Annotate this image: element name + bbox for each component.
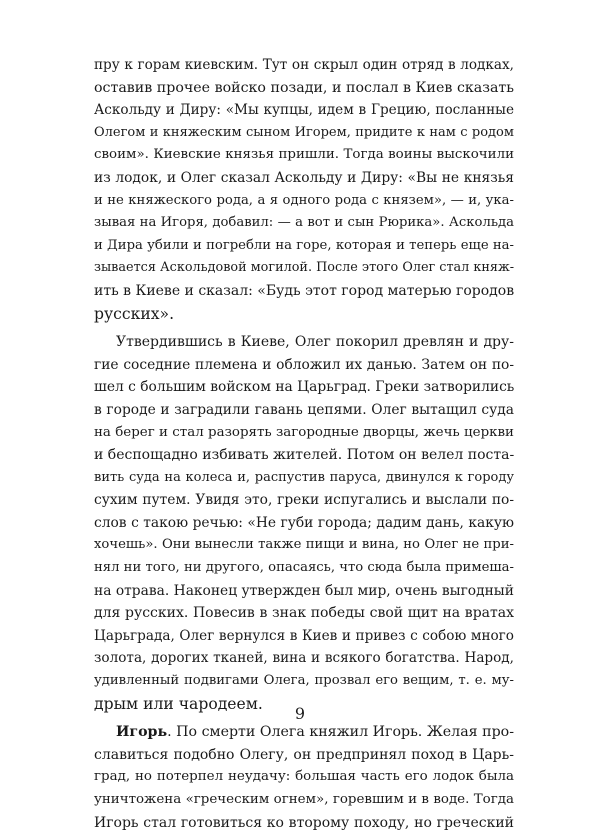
text-line: в городе и заградили гавань цепями. Олег вытащил суда <box>94 401 514 418</box>
text-line: слов с такою речью: «Не губи города; дадим дань, какую <box>94 514 514 531</box>
text-line: славиться подобно Олегу, он предпринял поход в Царь- <box>94 746 514 763</box>
text-line: шел с большим войском на Царьград. Греки затворились <box>94 379 515 396</box>
text-line-rest: . По смерти Олега княжил Игорь. Желая про- <box>167 724 514 741</box>
paragraph-oleg-tsargrad <box>94 331 514 715</box>
text-line: нял ни того, ни другого, опасаясь, что сюда была примеша- <box>94 560 514 576</box>
text-line: оставив прочее войско позади, и послал в Киев сказать <box>94 79 514 96</box>
text-line: на отрава. Наконец утвержден был мир, очень выгодный <box>94 582 514 599</box>
text-line <box>94 721 514 744</box>
text-line: золота, дорогих тканей, вина и всякого богатства. Народ, <box>94 650 514 667</box>
text-line: зывая на Игоря, добавил: — а вот и сын Рюрика». Аскольда <box>94 215 514 231</box>
text-line: хочешь». Они вынесли также пищи и вина, но Олег не при- <box>94 537 514 553</box>
text-line: вить суда на колеса и, распустив паруса, двинулся к городу <box>94 469 514 485</box>
text-line: для русских. Повесив в знак победы свой щит на вратах <box>94 605 514 622</box>
paragraph-igor <box>94 721 514 834</box>
text-line: Аскольду и Диру: «Мы купцы, идем в Грецию, посланные <box>94 102 514 119</box>
text-line: уничтожена «греческим огнем», горевшим и в воде. Тогда <box>94 792 514 807</box>
text-line: зывается Аскольдовой могилой. После этого Олег стал княж- <box>94 260 515 276</box>
text-line: дрым или чародеем. <box>94 694 263 713</box>
text-line: на берег и стал разорять загородные дворцы, жечь церкви <box>94 424 514 440</box>
text-line: русских». <box>94 304 175 323</box>
text-line: пру к горам киевским. Тут он скрыл один отряд в лодках, <box>94 57 514 73</box>
text-line: Царьграда, Олег вернулся в Киев и привез с собою много <box>94 627 514 644</box>
text-line: удивленный подвигами Олега, прозвал его вещим, т. е. му- <box>94 673 514 689</box>
page-number: 9 <box>294 704 306 723</box>
paragraph-oleg-kiev <box>94 54 514 325</box>
text-line: ить в Киеве и сказал: «Будь этот город матерью городов <box>94 282 515 299</box>
text-line: Утвердившись в Киеве, Олег покорил древлян и дру- <box>116 334 514 351</box>
text-line: и беспощадно избивать жителей. Потом он велел поста- <box>94 447 515 464</box>
text-line: гие соседние племена и обложил их данью. Затем он по- <box>94 356 514 373</box>
text-line: из лодок, и Олег сказал Аскольду и Диру: «Вы не князья <box>94 169 514 186</box>
text-line: Олегом и княжеским сыном Игорем, придите к нам с родом <box>94 124 514 140</box>
text-line: Игорь стал готовиться ко второму походу, но греческий <box>94 814 514 831</box>
section-heading: Игорь <box>116 724 168 741</box>
text-line: и Дира убили и погребли на горе, которая и теперь еще на- <box>94 237 514 253</box>
text-line: град, но потерпел неудачу: большая часть его лодок была <box>94 769 514 785</box>
text-line: своим». Киевские князья пришли. Тогда воины выскочили <box>94 147 514 163</box>
text-line: сухим путем. Увидя это, греки испугались и выслали по- <box>94 492 514 509</box>
text-line: и не княжеского рода, а я одного рода с князем», — и, ука- <box>94 192 514 208</box>
